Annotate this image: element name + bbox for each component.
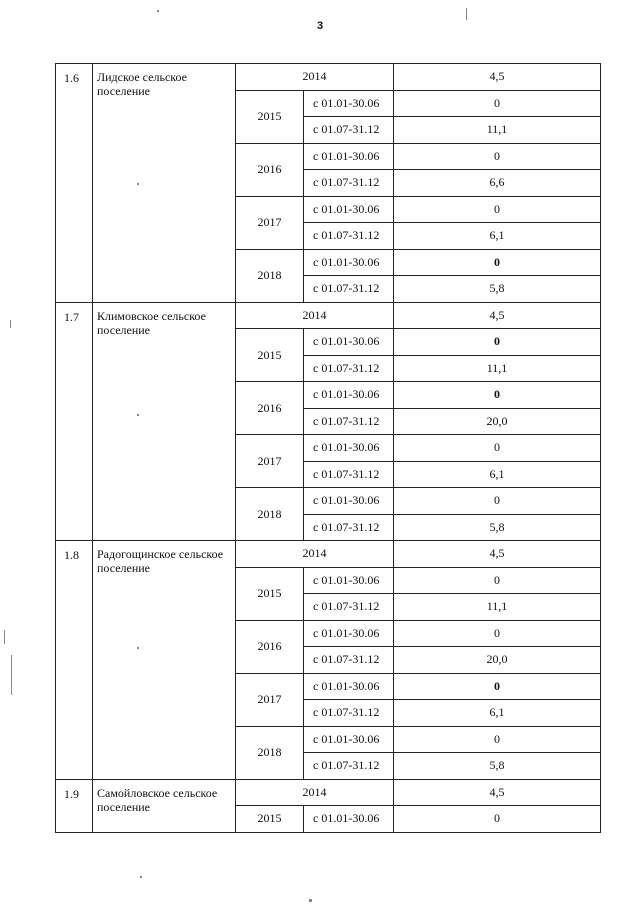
section-number: 1.6: [56, 64, 93, 303]
year-cell: 2015: [236, 806, 304, 833]
settlement-name: Лидское сельское поселение: [93, 64, 236, 303]
period-cell: с 01.01-30.06: [304, 382, 394, 409]
period-cell: с 01.01-30.06: [304, 249, 394, 276]
value-cell: 4,5: [394, 302, 601, 329]
period-cell: с 01.01-30.06: [304, 673, 394, 700]
period-cell: с 01.01-30.06: [304, 726, 394, 753]
year-cell: 2016: [236, 620, 304, 673]
scan-speck: [11, 655, 12, 695]
rates-table: [55, 63, 601, 833]
period-cell: с 01.01-30.06: [304, 143, 394, 170]
scan-speck: [4, 630, 5, 644]
year-cell: 2015: [236, 90, 304, 143]
scan-speck: [140, 876, 142, 878]
value-cell: 0: [394, 806, 601, 833]
section-number: 1.9: [56, 779, 93, 832]
period-cell: с 01.01-30.06: [304, 90, 394, 117]
period-cell: с 01.07-31.12: [304, 647, 394, 674]
value-cell: 5,8: [394, 276, 601, 303]
value-cell: 4,5: [394, 779, 601, 806]
year-2014-cell: 2014: [236, 541, 394, 568]
section-number: 1.8: [56, 541, 93, 780]
value-cell: 0: [394, 143, 601, 170]
period-cell: с 01.07-31.12: [304, 408, 394, 435]
value-cell: 6,1: [394, 700, 601, 727]
period-cell: с 01.07-31.12: [304, 514, 394, 541]
value-cell: 4,5: [394, 64, 601, 91]
year-cell: 2017: [236, 673, 304, 726]
period-cell: с 01.07-31.12: [304, 223, 394, 250]
year-cell: 2018: [236, 726, 304, 779]
period-cell: с 01.07-31.12: [304, 276, 394, 303]
year-2014-cell: 2014: [236, 779, 394, 806]
scan-speck: [466, 8, 467, 20]
value-cell: 11,1: [394, 117, 601, 144]
page-number: 3: [316, 20, 324, 32]
value-cell: 11,1: [394, 594, 601, 621]
year-cell: 2018: [236, 249, 304, 302]
value-cell: 20,0: [394, 408, 601, 435]
period-cell: с 01.07-31.12: [304, 461, 394, 488]
year-cell: 2016: [236, 382, 304, 435]
value-cell: 6,1: [394, 223, 601, 250]
value-cell: 20,0: [394, 647, 601, 674]
table-row: [56, 541, 601, 568]
value-cell: 5,8: [394, 753, 601, 780]
value-cell: 4,5: [394, 541, 601, 568]
period-cell: с 01.07-31.12: [304, 594, 394, 621]
year-cell: 2017: [236, 196, 304, 249]
period-cell: с 01.07-31.12: [304, 170, 394, 197]
value-cell: 0: [394, 435, 601, 462]
value-cell: 5,8: [394, 514, 601, 541]
period-cell: с 01.01-30.06: [304, 196, 394, 223]
year-cell: 2015: [236, 567, 304, 620]
period-cell: с 01.07-31.12: [304, 355, 394, 382]
year-2014-cell: 2014: [236, 64, 394, 91]
value-cell: 11,1: [394, 355, 601, 382]
value-cell: 0: [394, 382, 601, 409]
year-2014-cell: 2014: [236, 302, 394, 329]
period-cell: с 01.01-30.06: [304, 329, 394, 356]
table-row: [56, 64, 601, 91]
scan-speck: [309, 899, 312, 902]
value-cell: 6,6: [394, 170, 601, 197]
period-cell: с 01.01-30.06: [304, 806, 394, 833]
settlement-name: Климовское сельское поселение: [93, 302, 236, 541]
year-cell: 2016: [236, 143, 304, 196]
period-cell: с 01.01-30.06: [304, 567, 394, 594]
scan-speck: [10, 320, 11, 328]
period-cell: с 01.07-31.12: [304, 753, 394, 780]
year-cell: 2017: [236, 435, 304, 488]
period-cell: с 01.01-30.06: [304, 435, 394, 462]
settlement-name: Радогощинское сельское поселение: [93, 541, 236, 780]
value-cell: 0: [394, 726, 601, 753]
value-cell: 0: [394, 567, 601, 594]
value-cell: 0: [394, 620, 601, 647]
period-cell: с 01.07-31.12: [304, 700, 394, 727]
period-cell: с 01.01-30.06: [304, 620, 394, 647]
settlement-name: Самойловское сельское поселение: [93, 779, 236, 832]
value-cell: 0: [394, 249, 601, 276]
period-cell: с 01.07-31.12: [304, 117, 394, 144]
table-row: [56, 779, 601, 806]
value-cell: 0: [394, 329, 601, 356]
period-cell: с 01.01-30.06: [304, 488, 394, 515]
section-number: 1.7: [56, 302, 93, 541]
year-cell: 2015: [236, 329, 304, 382]
year-cell: 2018: [236, 488, 304, 541]
value-cell: 0: [394, 196, 601, 223]
value-cell: 0: [394, 90, 601, 117]
scan-speck: [157, 10, 159, 12]
rates-table-body: [56, 64, 601, 833]
value-cell: 0: [394, 488, 601, 515]
value-cell: 0: [394, 673, 601, 700]
value-cell: 6,1: [394, 461, 601, 488]
table-row: [56, 302, 601, 329]
